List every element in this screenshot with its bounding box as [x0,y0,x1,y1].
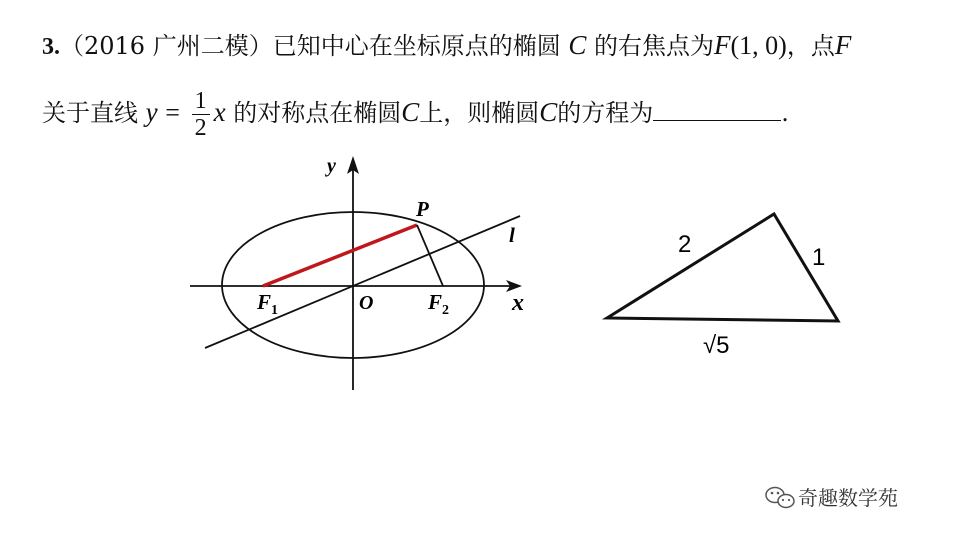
var-x: x [213,97,226,127]
origin-label: O [359,292,374,314]
line-l-label: l [509,223,515,247]
triangle-side-1: 1 [812,244,826,271]
var-c-2: C [401,97,420,127]
problem-text-3: ，点 [786,32,835,60]
point-p-label: P [416,197,429,221]
triangle-side-2: 2 [678,231,692,258]
axis-y-label: y [327,155,336,177]
period: . [781,99,789,127]
triangle-side-sqrt5: √5 [703,332,730,359]
problem-source: （2016 广州二模） [60,32,273,60]
var-c: C [568,30,587,60]
var-f: F [714,30,731,60]
watermark-text: 奇趣数学苑 [798,486,898,510]
watermark [760,482,898,511]
problem-text-6: 上，则椭圆 [419,99,540,127]
f2-label: $F_2$ [428,290,450,318]
segment-p-f2 [417,225,443,286]
problem-number: 3. [42,34,60,60]
var-y: y [145,97,158,127]
problem-text-5: 的对称点在椭圆 [233,99,402,127]
equals-sign: = [165,98,180,127]
var-c-3: C [539,97,558,127]
f1-label: $F_1$ [257,290,279,318]
line-l [205,216,520,348]
axis-x-label: x [512,290,524,316]
problem-text-1: 已知中心在坐标原点的椭圆 [272,32,561,60]
triangle-figure [607,214,838,359]
triangle [607,214,838,321]
focus-coord: (1, 0) [730,31,787,60]
ellipse-figure [190,155,524,390]
fraction-numerator: 1 [192,88,210,115]
problem-text-7: 的方程为 [557,99,654,127]
problem-text-2: 的右焦点为 [594,32,715,60]
segment-f1-p [263,225,417,286]
problem-text-4: 关于直线 [42,99,138,127]
var-f-2: F [834,30,852,60]
fraction-denominator: 2 [194,115,207,141]
